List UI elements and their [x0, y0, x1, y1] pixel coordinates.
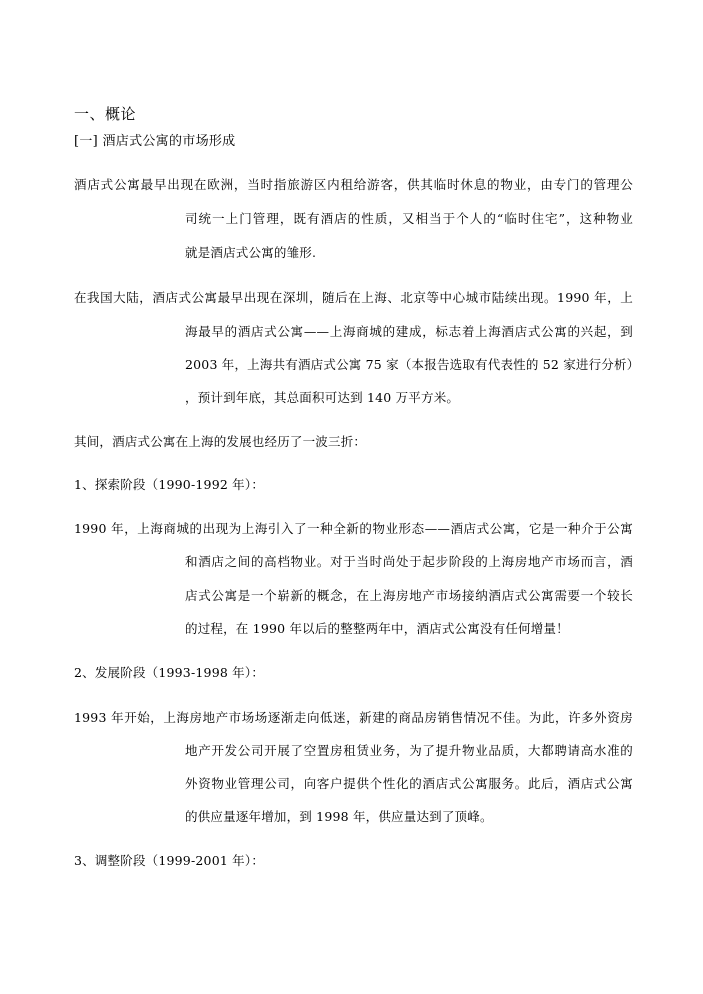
paragraph-line: 店式公寓是一个崭新的概念，在上海房地产市场接纳酒店式公寓需要一个较长	[185, 588, 633, 603]
paragraph-line: 的供应量逐年增加，到 1998 年，供应量达到了顶峰。	[185, 809, 493, 824]
subsection-heading: [一] 酒店式公寓的市场形成	[74, 134, 236, 149]
paragraph-line: 司统一上门管理，既有酒店的性质，又相当于个人的“临时住宅”，这种物业	[185, 211, 633, 226]
paragraph-line: 2003 年，上海共有酒店式公寓 75 家（本报告选取有代表性的 52 家进行分析）	[185, 357, 640, 372]
stage-title: 1、探索阶段（1990-1992 年）：	[74, 477, 265, 492]
paragraph-line: 就是酒店式公寓的雏形.	[185, 245, 317, 260]
paragraph-line: 的过程，在 1990 年以后的整整两年中，酒店式公寓没有任何增量！	[185, 621, 569, 636]
paragraph-line: 和酒店之间的高档物业。对于当时尚处于起步阶段的上海房地产市场而言，酒	[185, 554, 633, 569]
stage-title: 3、调整阶段（1999-2001 年）：	[74, 853, 265, 868]
section-heading: 一、概论	[74, 105, 137, 123]
paragraph-line: 外资物业管理公司，向客户提供个性化的酒店式公寓服务。此后，酒店式公寓	[185, 776, 633, 791]
paragraph-line: 地产开发公司开展了空置房租赁业务，为了提升物业品质，大都聘请高水准的	[185, 743, 633, 758]
paragraph-line: ，预计到年底，其总面积可达到 140 万平方米。	[185, 390, 460, 405]
paragraph-line: 1993 年开始，上海房地产市场场逐渐走向低迷，新建的商品房销售情况不佳。为此，许多外资房	[74, 710, 633, 725]
paragraph-line: 海最早的酒店式公寓——上海商城的建成，标志着上海酒店式公寓的兴起，到	[185, 324, 633, 339]
paragraph-line: 酒店式公寓最早出现在欧洲，当时指旅游区内租给游客，供其临时休息的物业，由专门的管理公	[74, 177, 633, 192]
stage-title: 2、发展阶段（1993-1998 年）：	[74, 665, 265, 680]
paragraph-line: 其间，酒店式公寓在上海的发展也经历了一波三折：	[74, 434, 367, 449]
paragraph-line: 1990 年，上海商城的出现为上海引入了一种全新的物业形态——酒店式公寓，它是一种介于公寓	[74, 521, 633, 536]
paragraph-line: 在我国大陆，酒店式公寓最早出现在深圳，随后在上海、北京等中心城市陆续出现。1990 年，上	[74, 290, 633, 305]
